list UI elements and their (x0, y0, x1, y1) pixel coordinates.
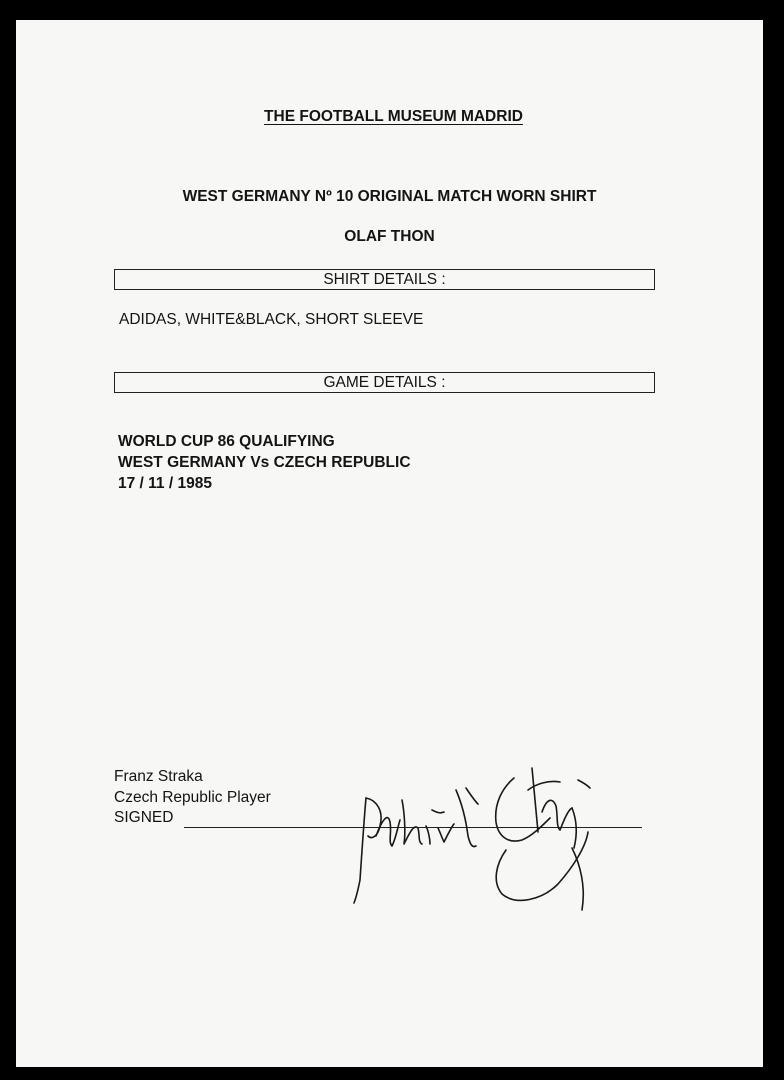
game-details-heading: GAME DETAILS : (114, 372, 655, 393)
paper-sheet (16, 20, 763, 1067)
signatory-name: Franz Straka (114, 768, 203, 785)
shirt-details-heading: SHIRT DETAILS : (114, 269, 655, 290)
shirt-title: WEST GERMANY Nº 10 ORIGINAL MATCH WORN SHIRT (182, 188, 597, 205)
game-competition: WORLD CUP 86 QUALIFYING (118, 433, 335, 450)
player-name: OLAF THON (344, 228, 435, 245)
signed-label: SIGNED (114, 809, 174, 826)
handwritten-signature (336, 740, 596, 915)
game-match: WEST GERMANY Vs CZECH REPUBLIC (118, 454, 411, 471)
signatory-role: Czech Republic Player (114, 789, 271, 806)
shirt-description: ADIDAS, WHITE&BLACK, SHORT SLEEVE (119, 311, 424, 328)
game-date: 17 / 11 / 1985 (118, 475, 212, 492)
museum-title: THE FOOTBALL MUSEUM MADRID (264, 108, 523, 125)
